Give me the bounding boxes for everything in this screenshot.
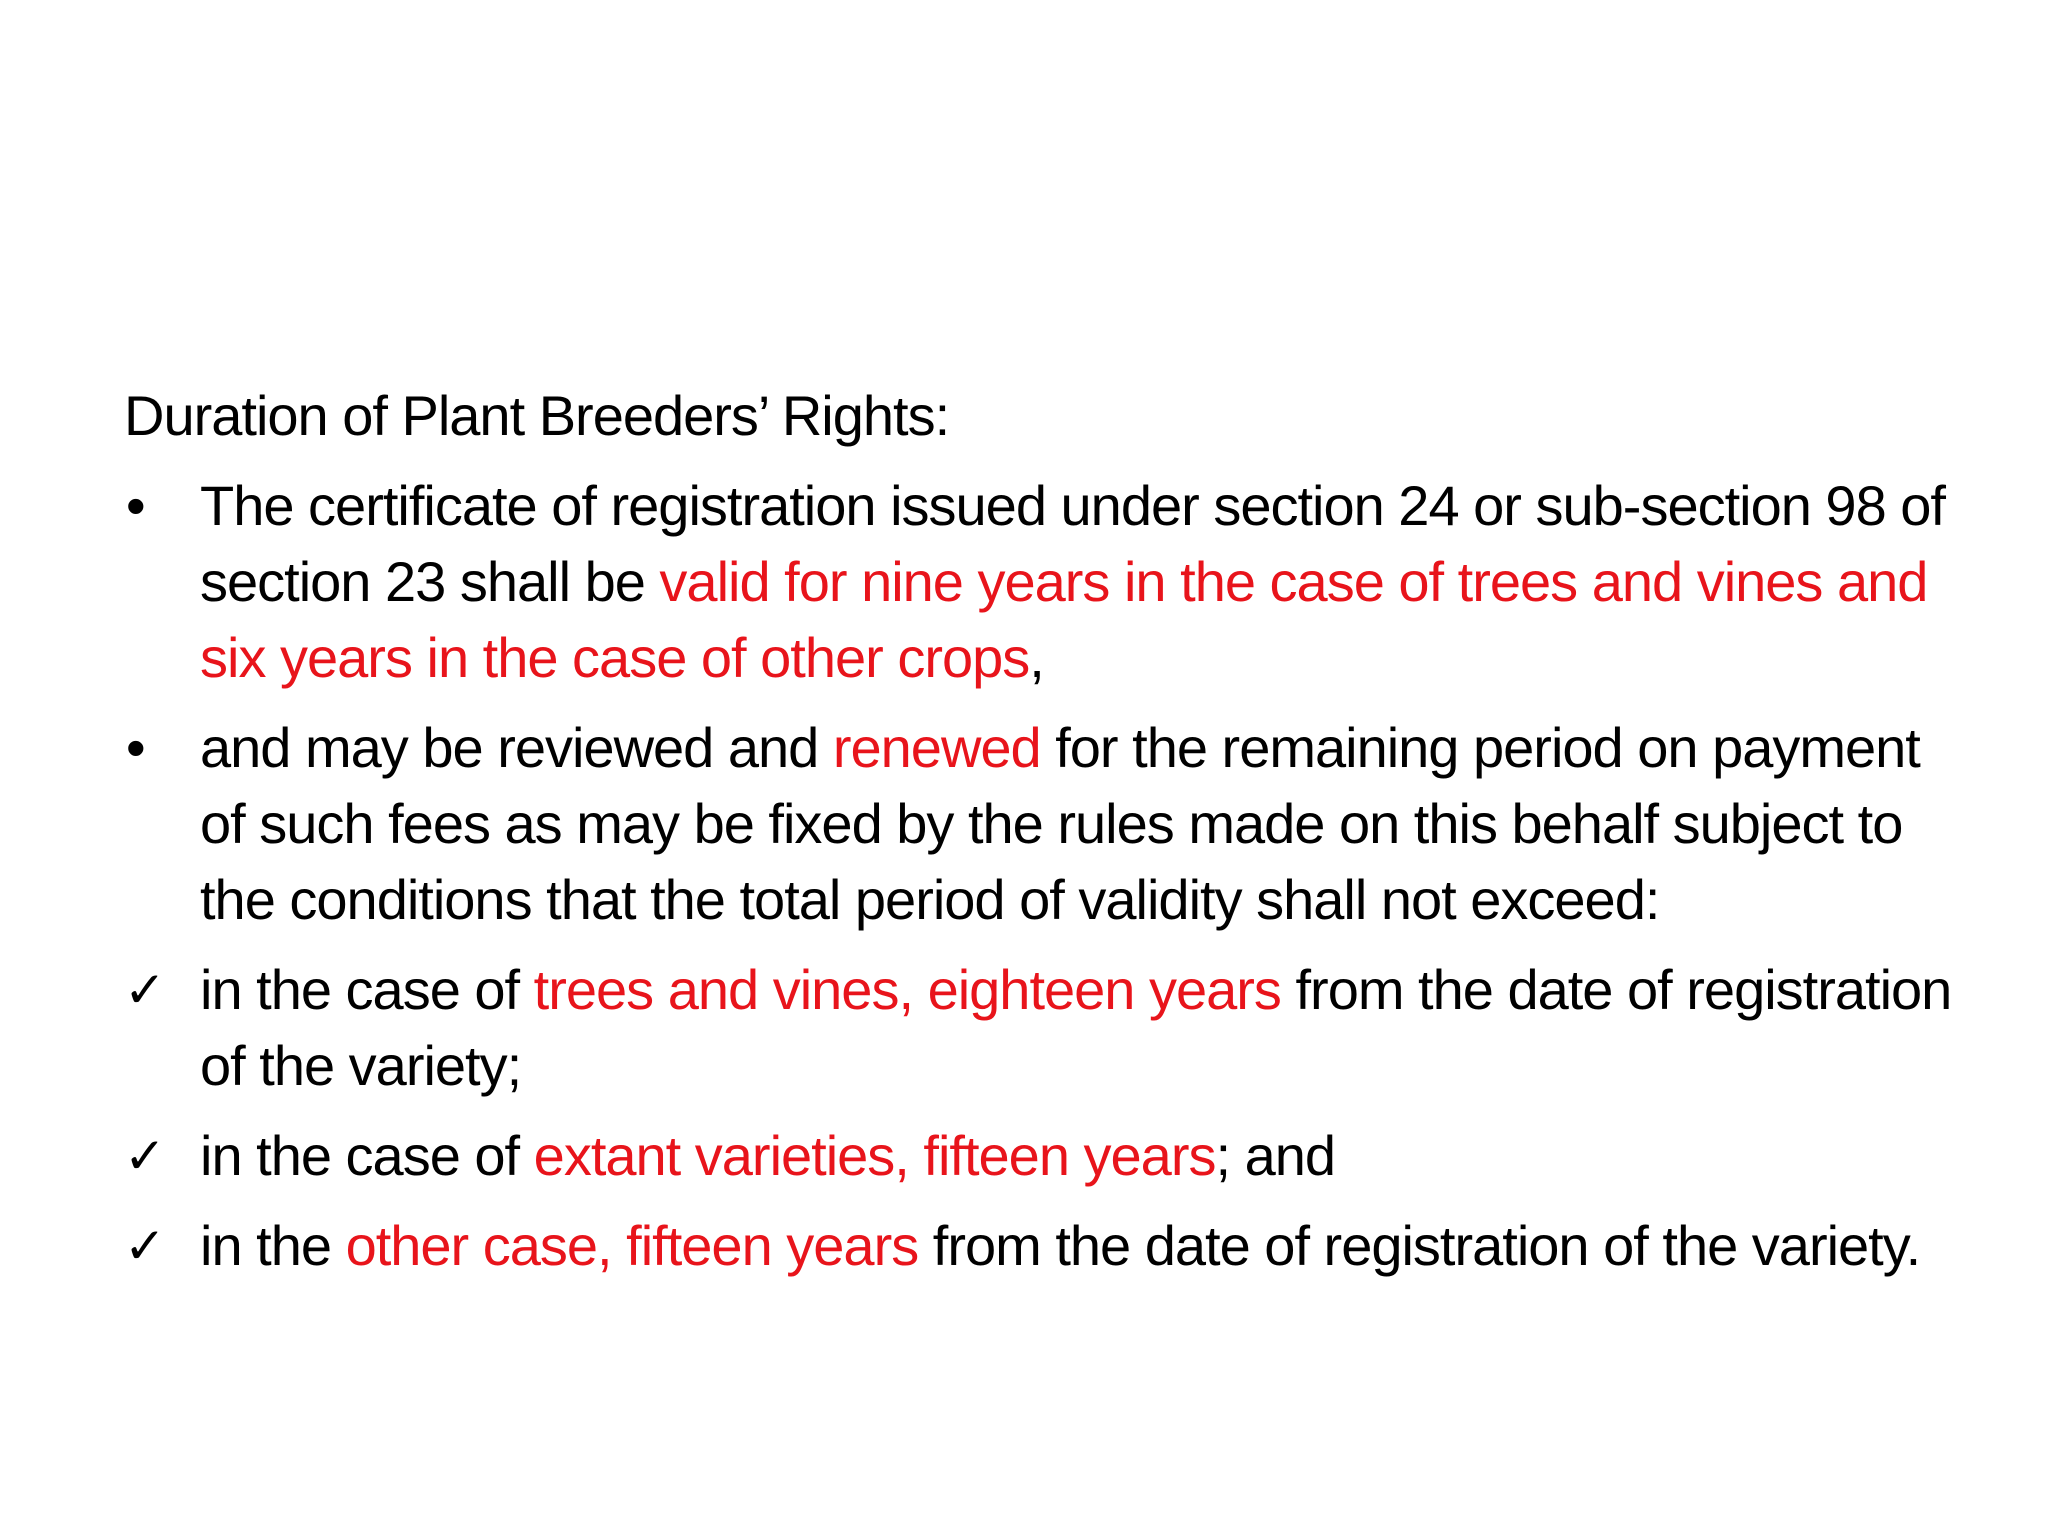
item-text [200,1124,1335,1187]
item-text [200,1214,1920,1277]
text-segment: from the date of registration of the variety. [918,1214,1921,1277]
list-item [124,710,1964,938]
bullet-icon: • [126,474,145,537]
text-segment: , [1029,626,1044,689]
list-item [124,1118,1964,1194]
list-item [124,952,1964,1104]
checkmark-icon: ✓ [124,961,165,1019]
item-text [200,716,1920,931]
item-text [200,474,1945,689]
list-item [124,1208,1964,1284]
slide-content [124,378,1964,1298]
list-item [124,468,1964,696]
text-segment: in the [200,1214,346,1277]
text-segment: The certificate of registration issued under section 24 or sub-section 98 of section 23 shall be [200,474,1945,613]
checkmark-icon: ✓ [124,1127,165,1185]
highlighted-text-segment: extant varieties, fifteen years [533,1124,1216,1187]
text-segment: in the case of [200,958,534,1021]
text-segment: for the remaining period on payment of such fees as may be fixed by the rules made on this behalf subject to the conditions that the total period of validity shall not exceed: [200,716,1920,931]
text-segment: ; and [1215,1124,1336,1187]
highlighted-text-segment: other case, fifteen years [345,1214,919,1277]
highlighted-text-segment: valid for nine years in the case of trees and vines and six years in the case of other crops [200,550,1928,689]
item-text [200,958,1951,1097]
text-segment: in the case of [200,1124,534,1187]
checkmark-icon: ✓ [124,1217,165,1275]
text-segment: from the date of registration of the variety; [200,958,1952,1097]
highlighted-text-segment: trees and vines, eighteen years [533,958,1281,1021]
slide-heading: Duration of Plant Breeders’ Rights: [124,384,950,447]
bullet-icon: • [126,716,145,779]
highlighted-text-segment: renewed [832,716,1041,779]
text-segment: and may be reviewed and [200,716,833,779]
